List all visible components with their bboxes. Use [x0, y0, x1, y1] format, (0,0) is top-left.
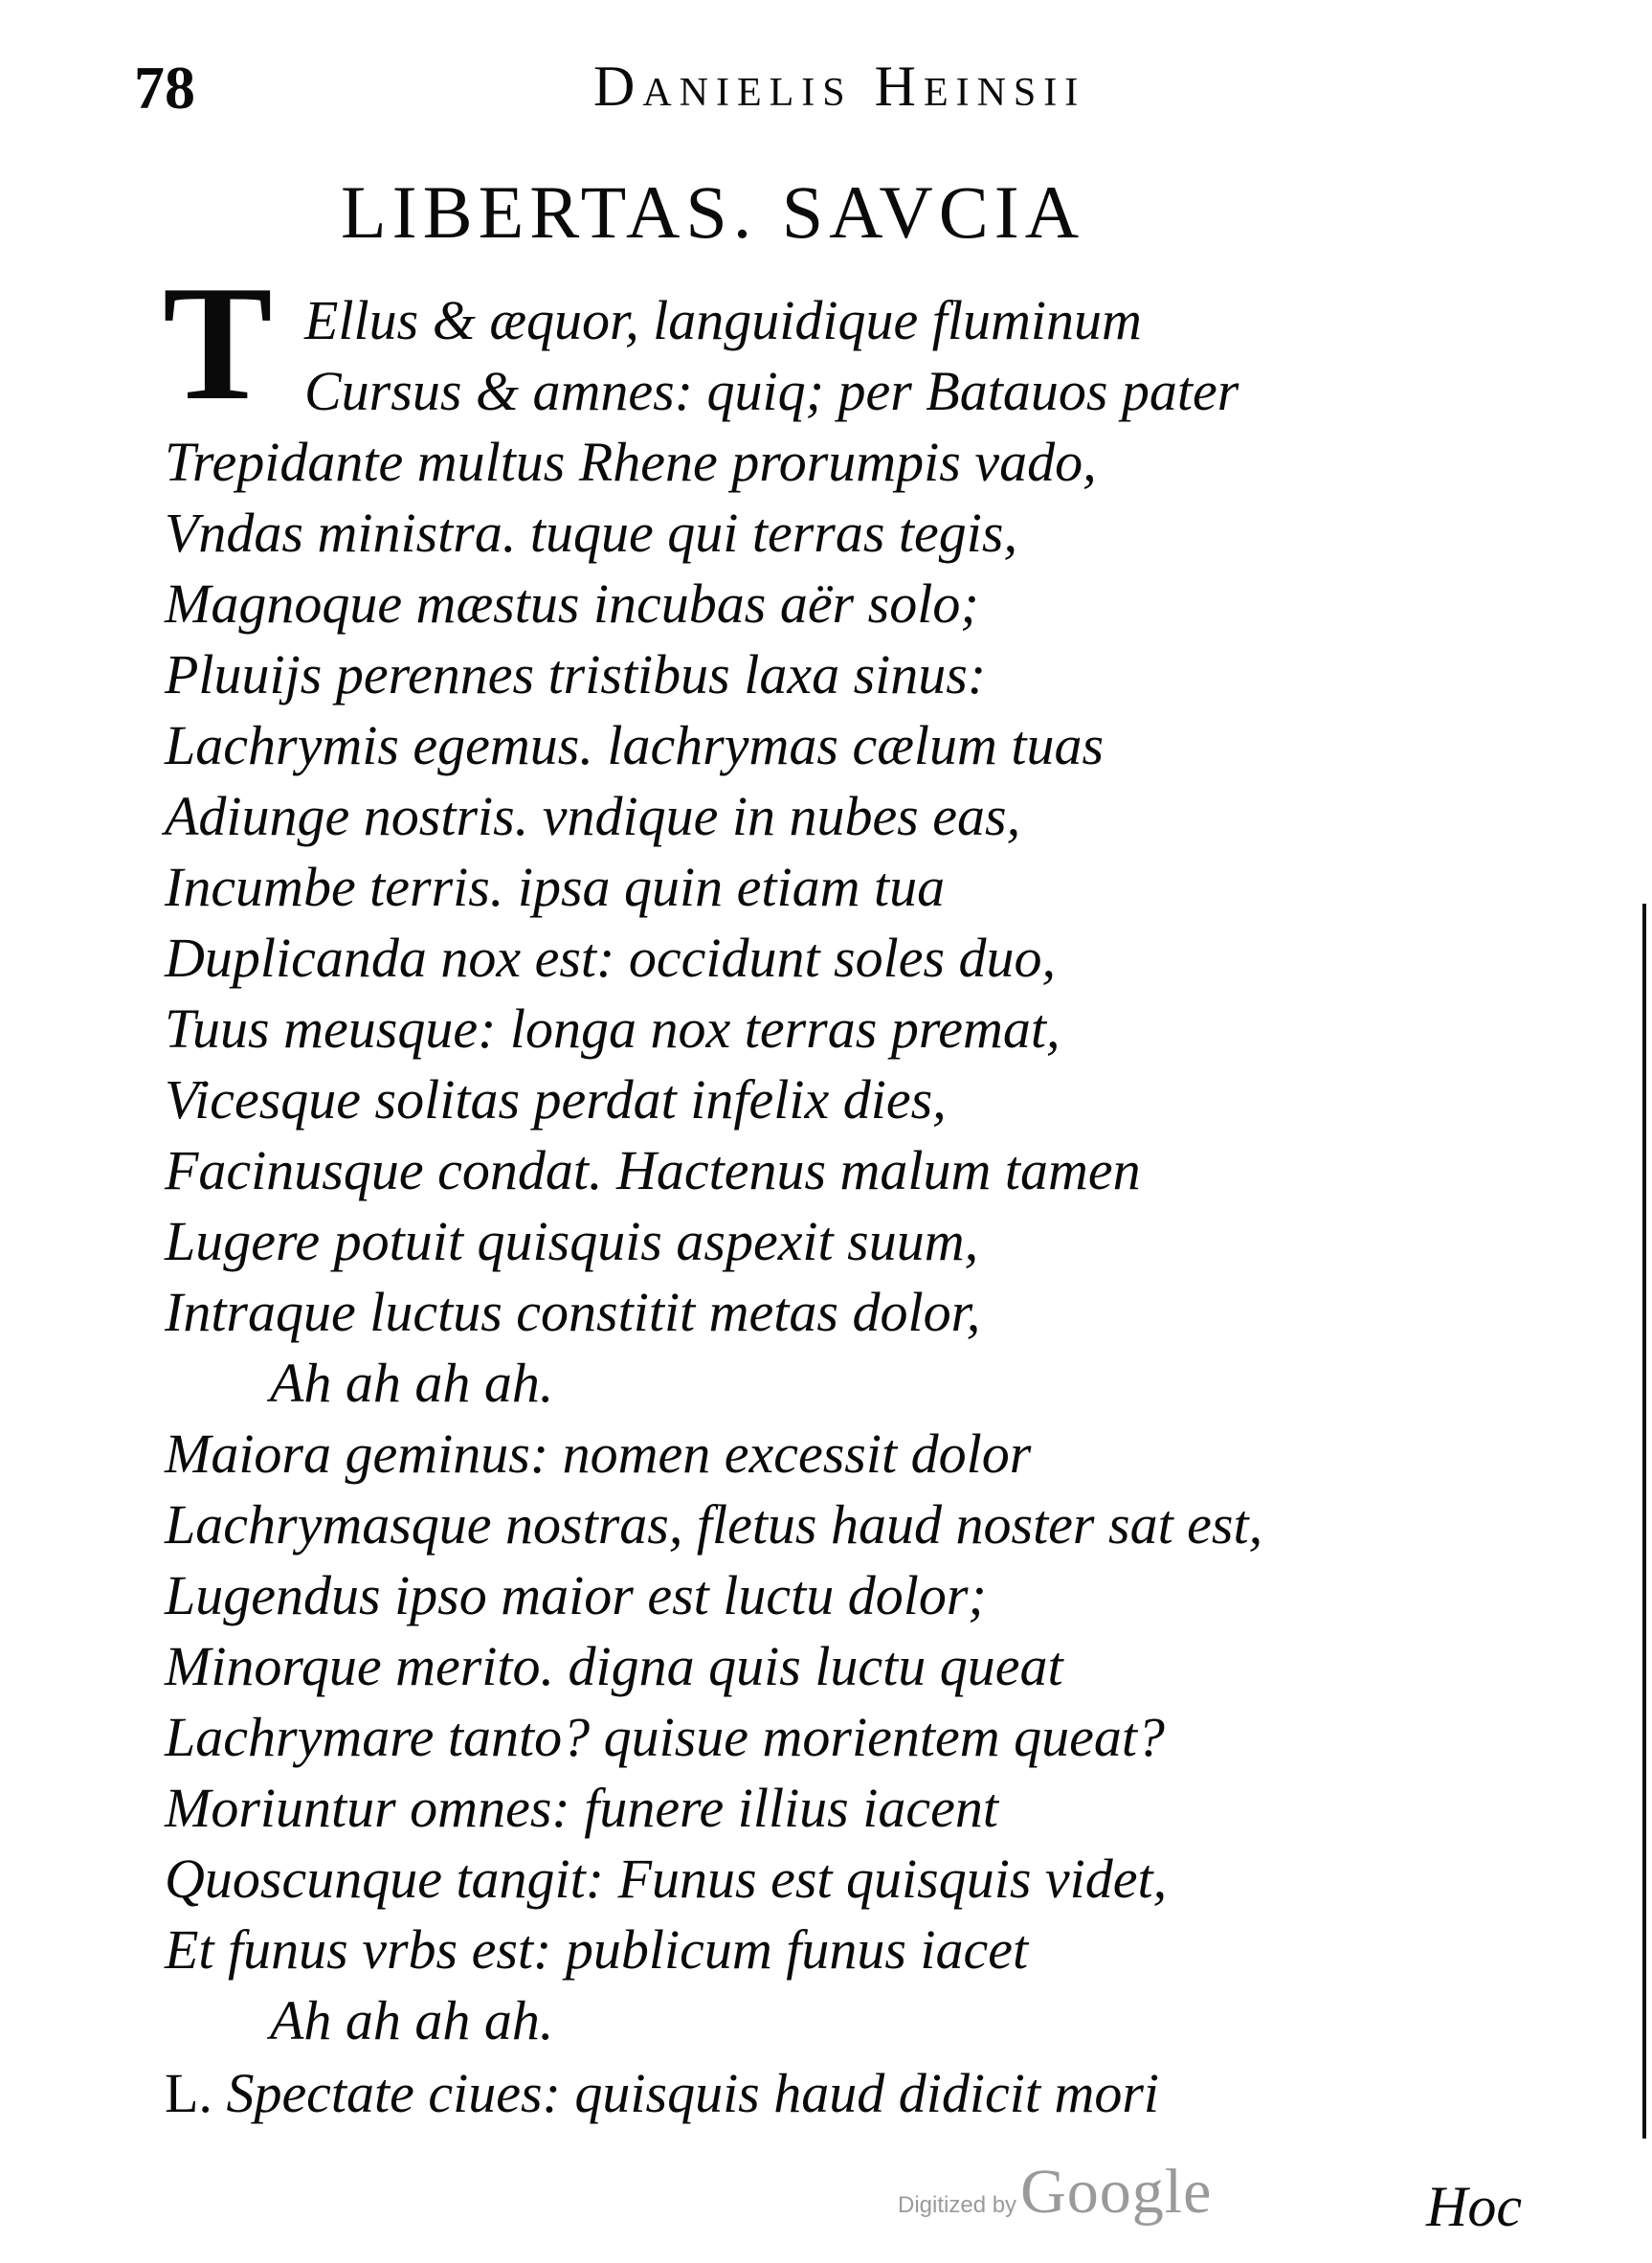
catchword: Hoc [1426, 2175, 1522, 2238]
verse-line: Incumbe terris. ipsa quin etiam tua [165, 856, 946, 918]
verse-line: Lugere potuit quisquis aspexit suum, [165, 1210, 979, 1272]
verse-line: Lachrymasque nostras, fletus haud noster sat est, [165, 1493, 1263, 1556]
verse-line: Quoscunque tangit: Funus est quisquis videt, [165, 1848, 1168, 1910]
verse-line: Ellus & æquor, languidique fluminum [304, 289, 1142, 351]
verse-line: Minorque merito. digna quis luctu queat [165, 1635, 1063, 1697]
verse-line: Tuus meusque: longa nox terras premat, [165, 997, 1060, 1060]
verse-line: Et funus vrbs est: publicum funus iacet [165, 1918, 1029, 1981]
verse-line: Facinusque condat. Hactenus malum tamen [165, 1139, 1141, 1201]
verse-line: Maiora geminus: nomen excessit dolor [165, 1423, 1032, 1485]
page-number: 78 [134, 54, 195, 122]
google-logo: Google [1020, 2157, 1213, 2227]
verse-refrain: Ah ah ah ah. [270, 1352, 554, 1414]
verse-line: Magnoque mæstus incubas aër solo; [165, 572, 979, 635]
speaker-text: Spectate ciues: quisquis haud didicit mori [226, 2062, 1160, 2124]
verse-line: Intraque luctus constitit metas dolor, [165, 1281, 981, 1343]
drop-cap: T [163, 253, 273, 435]
page-edge-rule [1642, 904, 1646, 2139]
verse-line: Lachrymare tanto? quisue morientem queat? [165, 1706, 1165, 1768]
verse-line: Adiunge nostris. vndique in nubes eas, [165, 785, 1021, 847]
verse-line: Cursus & amnes: quiq; per Batauos pater [304, 360, 1239, 422]
verse-line: Lachrymis egemus. lachrymas cælum tuas [165, 714, 1105, 776]
verse-line: Lugendus ipso maior est luctu dolor; [165, 1564, 987, 1626]
speaker-label: L. [165, 2062, 212, 2124]
verse-line: Moriuntur omnes: funere illius iacent [165, 1777, 998, 1839]
running-head: Danielis Heinsii [593, 55, 1086, 118]
verse-line: Vicesque solitas perdat infelix dies, [165, 1068, 947, 1131]
verse-line: Trepidante multus Rhene prorumpis vado, [165, 431, 1097, 493]
poem-title: LIBERTAS. SAVCIA [341, 170, 1085, 254]
verse-refrain: Ah ah ah ah. [270, 1989, 554, 2051]
digitized-watermark [898, 2156, 1212, 2229]
verse-line: Pluuijs perennes tristibus laxa sinus: [165, 643, 987, 706]
verse-line: Duplicanda nox est: occidunt soles duo, [165, 927, 1057, 989]
digitized-by-label: Digitized by [898, 2192, 1017, 2218]
verse-line: Vndas ministra. tuque qui terras tegis, [165, 502, 1017, 564]
speaker-line [165, 2058, 1159, 2129]
